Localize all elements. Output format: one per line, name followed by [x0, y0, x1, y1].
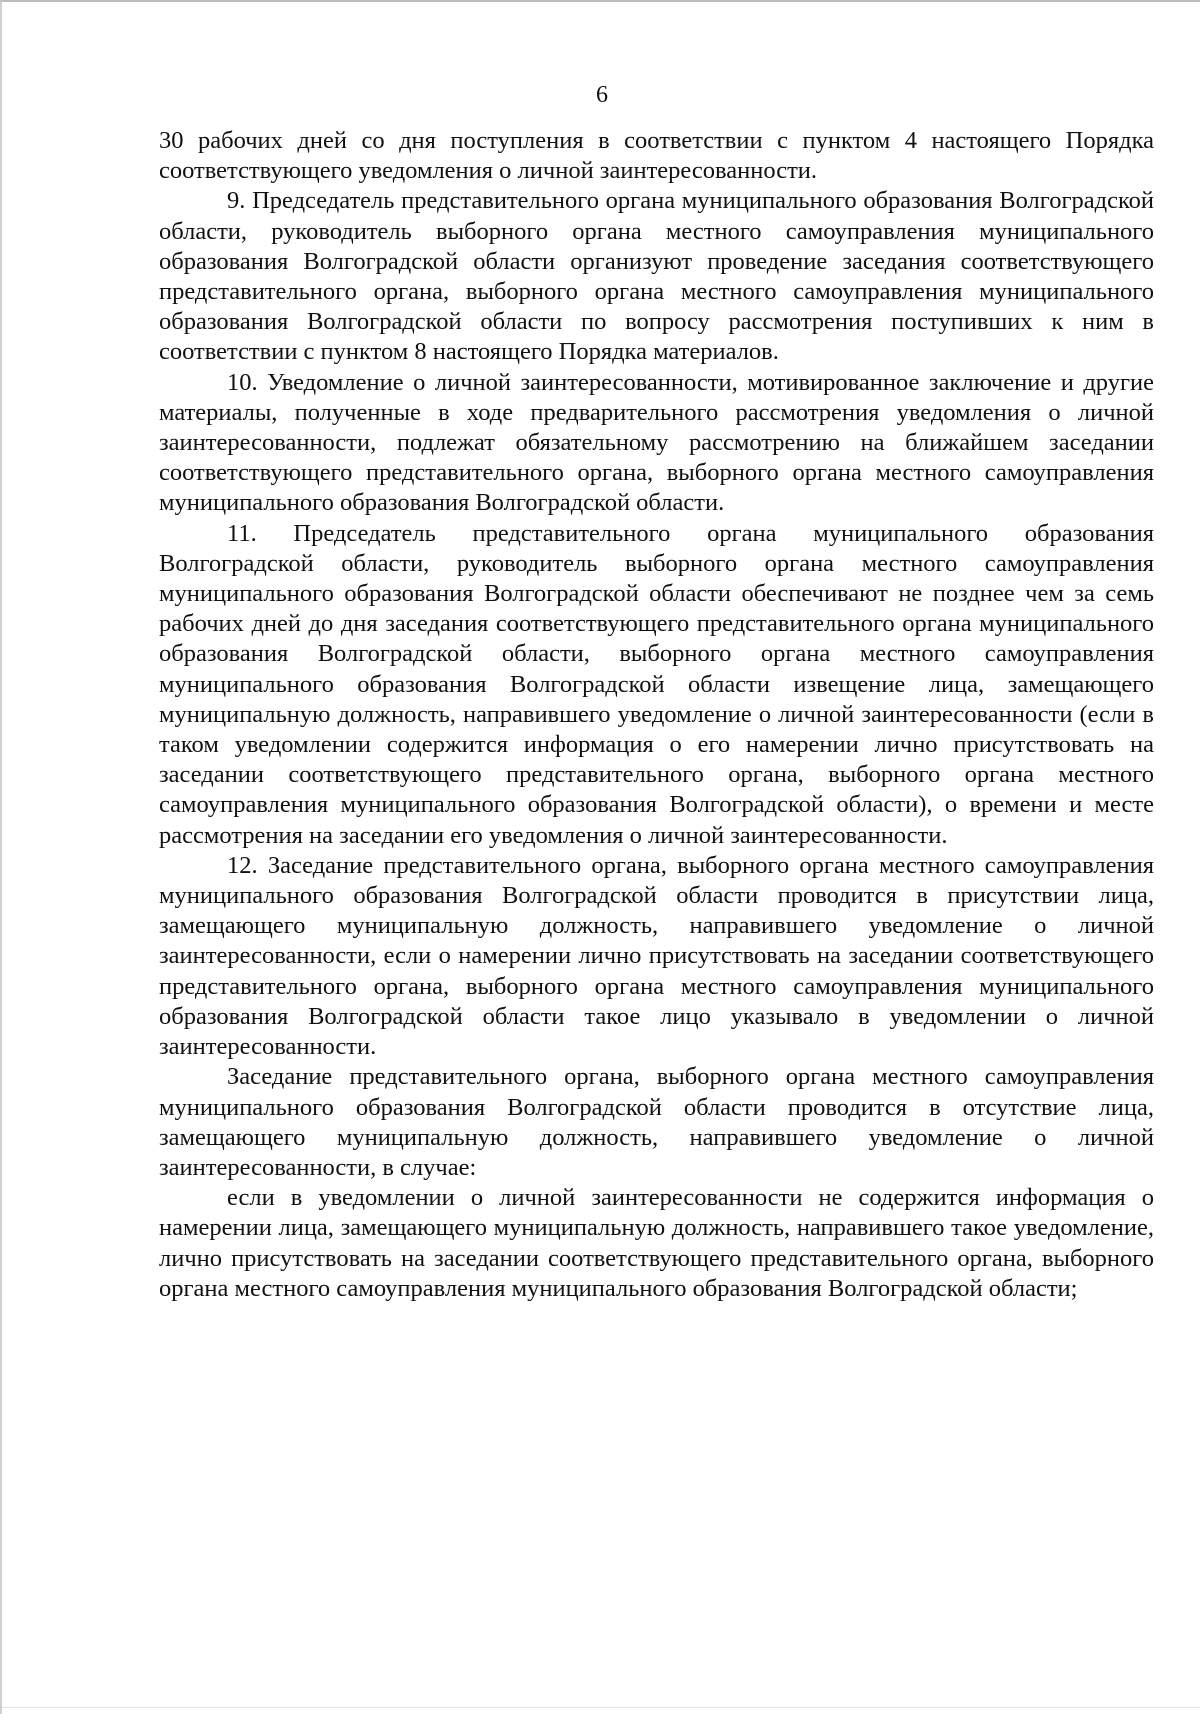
paragraph-item-11: 11. Председатель представительного органа муниципального образования Волгоградской области, руководитель выборного органа местного самоуправления муниципального образования Волгоградской области обеспечивают не позднее чем за семь рабочих дней до дня заседания соответствующего представительного органа муниципального образования Волгоградской области, выборного органа местного самоуправления муниципального образования Волгоградской области извещение лица, замещающего муниципальную должность, направившего уведомление о личной заинтересованности (если в таком уведомлении содержится информация о его намерении лично присутствовать на заседании соответствующего представительного органа, выборного органа местного самоуправления муниципального образования Волгоградской области), о времени и месте рассмотрения на заседании его уведомления о личной заинтересованности.	[159, 519, 1154, 849]
paragraph-item-10: 10. Уведомление о личной заинтересованности, мотивированное заключение и другие материалы, полученные в ходе предварительного рассмотрения уведомления о личной заинтересованности, подлежат обязательному рассмотрению на ближайшем заседании соответствующего представительного органа, выборного органа местного самоуправления муниципального образования Волгоградской области.	[159, 368, 1154, 517]
paragraph-item-9: 9. Председатель представительного органа муниципального образования Волгоградской области, руководитель выборного органа местного самоуправления муниципального образования Волгоградской области организуют проведение заседания соответствующего представительного органа, выборного органа местного самоуправления муниципального образования Волгоградской области по вопросу рассмотрения поступивших к ним в соответствии с пунктом 8 настоящего Порядка материалов.	[159, 187, 1154, 366]
paragraph-absence-rule: Заседание представительного органа, выборного органа местного самоуправления муниципального образования Волгоградской области проводится в отсутствие лица, замещающего муниципальную должность, направившего уведомление о личной заинтересованности, в случае:	[159, 1063, 1154, 1181]
paragraph-absence-case: если в уведомлении о личной заинтересованности не содержится информация о намерении лица, замещающего муниципальную должность, направившего такое уведомление, лично присутствовать на заседании соответствующего представительного органа, выборного органа местного самоуправления муниципального образования Волгоградской области;	[159, 1184, 1154, 1302]
paragraph-item-12: 12. Заседание представительного органа, выборного органа местного самоуправления муниципального образования Волгоградской области проводится в присутствии лица, замещающего муниципальную должность, направившего уведомление о личной заинтересованности, если о намерении лично присутствовать на заседании соответствующего представительного органа, выборного органа местного самоуправления муниципального образования Волгоградской области такое лицо указывало в уведомлении о личной заинтересованности.	[159, 851, 1154, 1061]
page-number: 6	[596, 82, 608, 108]
document-body	[159, 126, 1154, 1304]
scan-bottom-edge	[2, 1707, 1200, 1708]
paragraph-continuation: 30 рабочих дней со дня поступления в соответствии с пунктом 4 настоящего Порядка соответствующего уведомления о личной заинтересованности.	[159, 127, 1154, 185]
